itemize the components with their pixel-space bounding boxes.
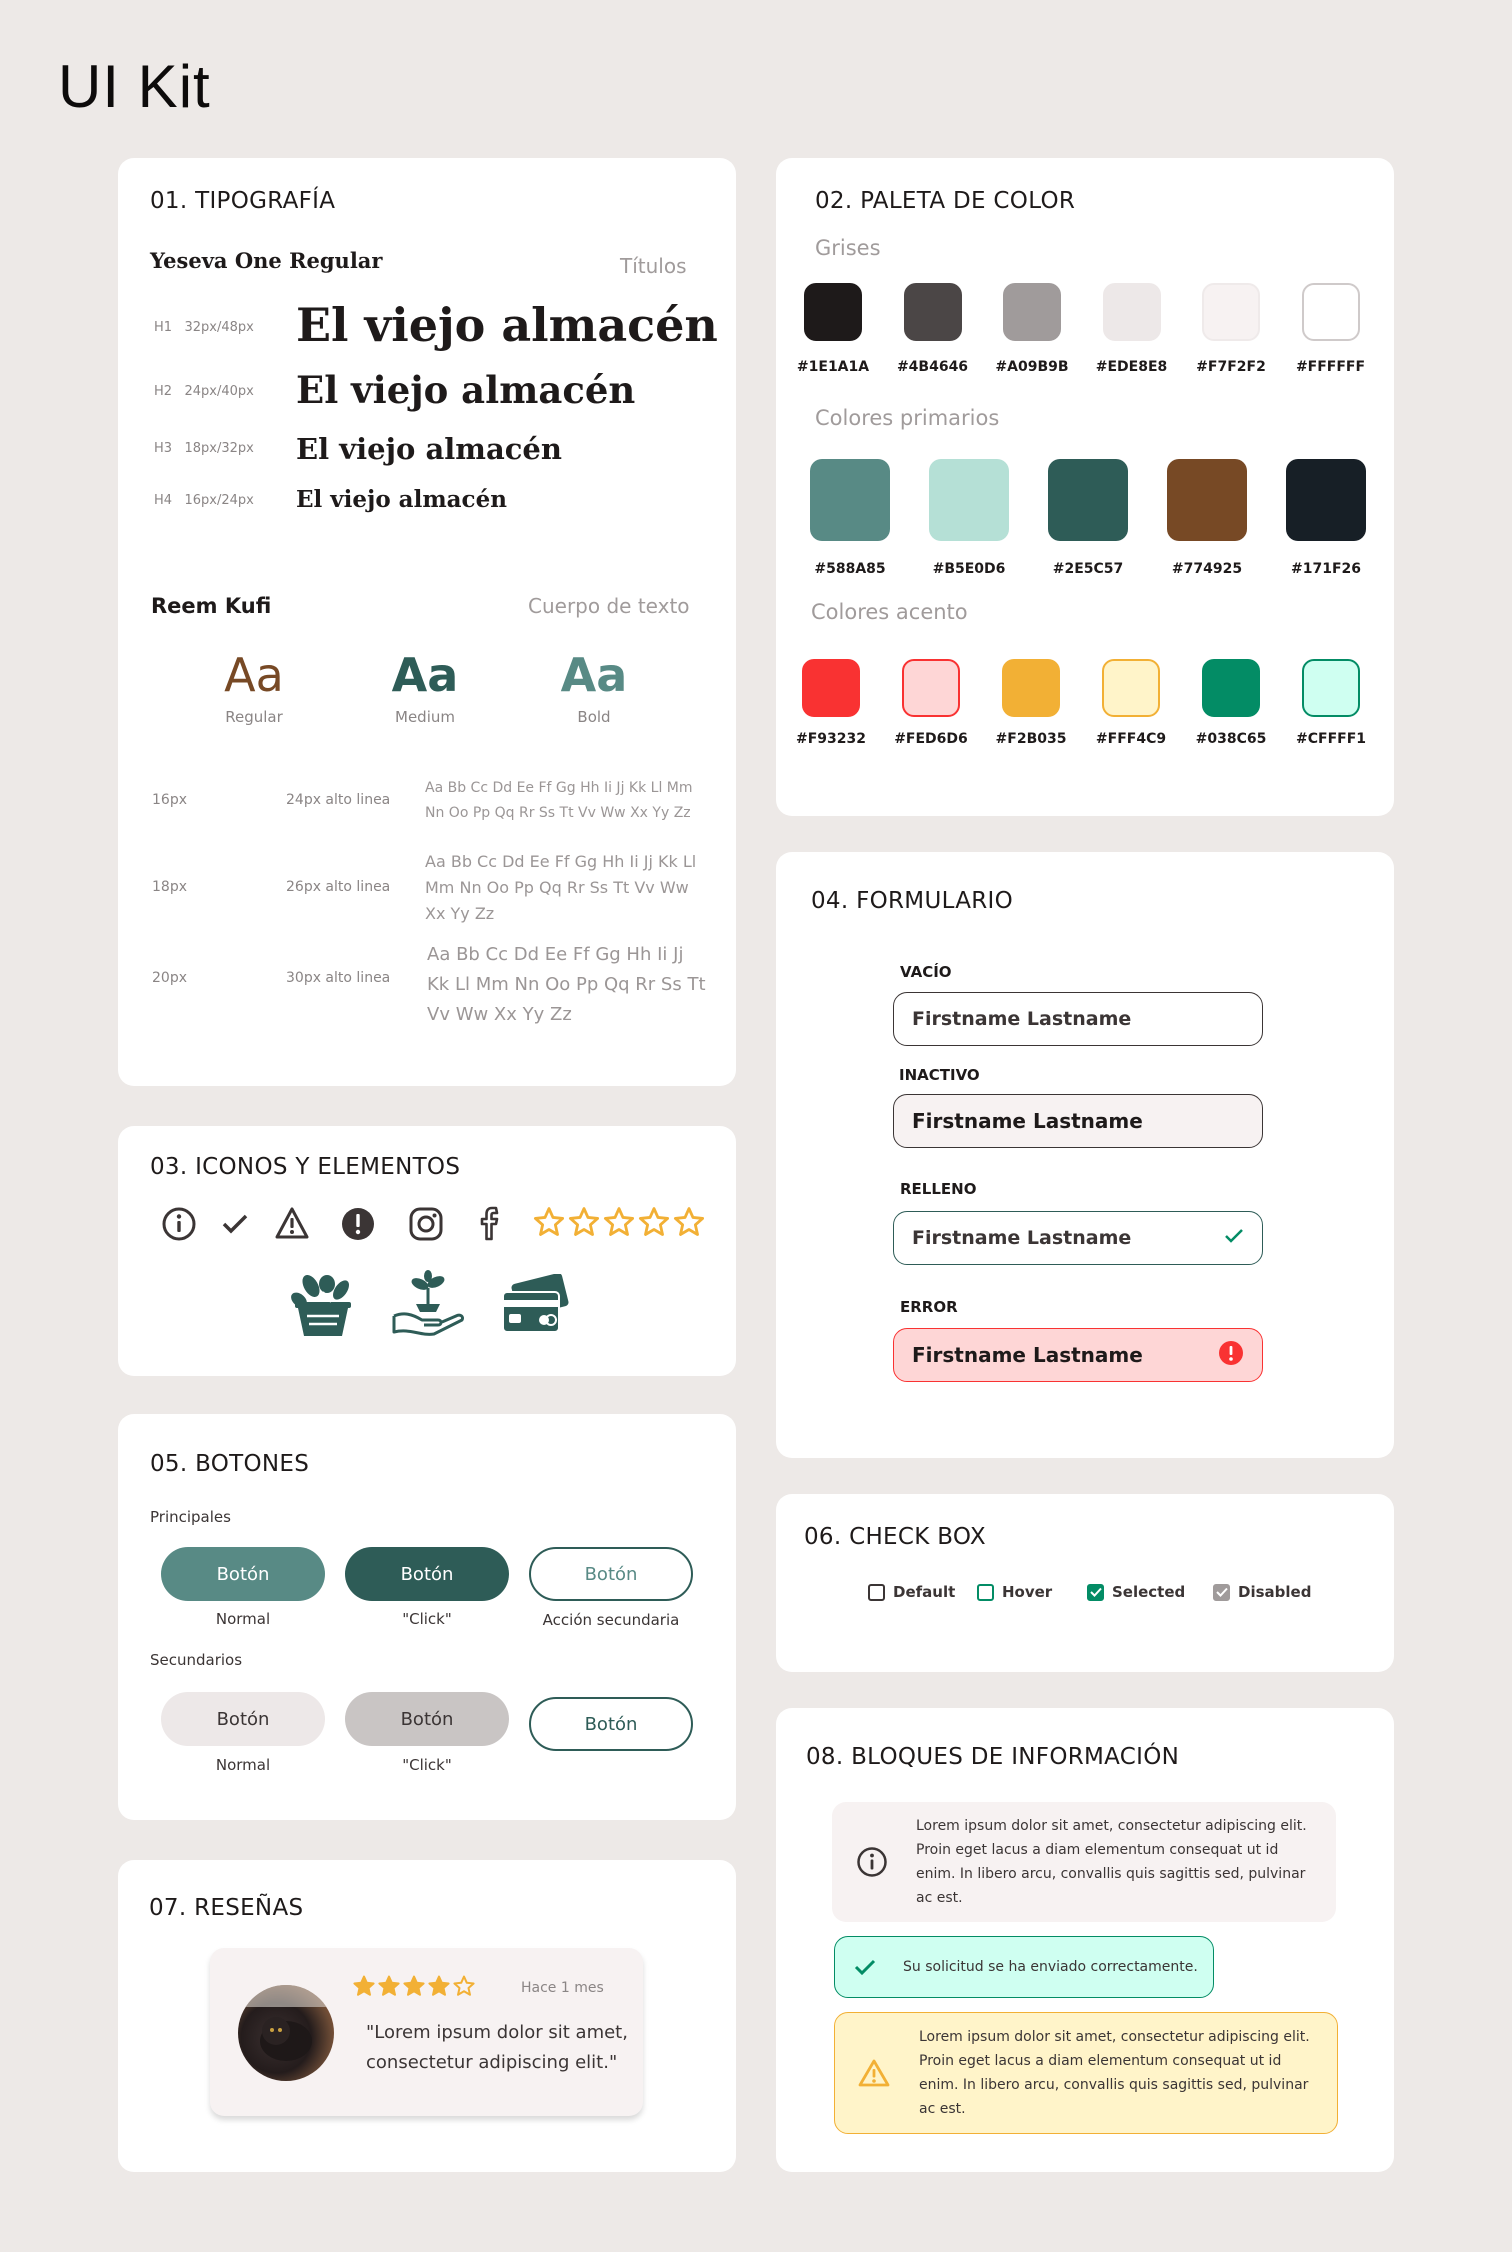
secondary-button-click[interactable]: Botón bbox=[345, 1692, 509, 1746]
field-empty-label: VACÍO bbox=[900, 963, 952, 981]
swatch-grays-hex-5: #FFFFFF bbox=[1295, 359, 1366, 375]
field-inactive-value: Firstname Lastname bbox=[912, 1109, 1143, 1133]
field-inactive-label: INACTIVO bbox=[899, 1066, 980, 1084]
checkbox-default-box[interactable] bbox=[868, 1584, 885, 1601]
valid-check-icon bbox=[1224, 1227, 1244, 1249]
sans-font-role: Cuerpo de texto bbox=[528, 594, 690, 618]
warning-block bbox=[834, 2012, 1338, 2134]
warning-block-icon bbox=[835, 2058, 899, 2088]
swatch-primary-hex-0: #588A85 bbox=[814, 561, 886, 577]
primary-label: Colores primarios bbox=[815, 406, 1000, 430]
swatch-accent-5 bbox=[1302, 659, 1360, 717]
checkbox-disabled-box bbox=[1213, 1584, 1230, 1601]
weight-regular-sample: Aa bbox=[224, 648, 284, 702]
star-filled-icon bbox=[352, 1974, 376, 2002]
success-block bbox=[834, 1936, 1214, 1998]
facebook-icon[interactable] bbox=[474, 1204, 510, 1246]
weight-regular-label: Regular bbox=[225, 708, 283, 726]
swatch-accent-3 bbox=[1102, 659, 1160, 717]
typography-title: 01. TIPOGRAFÍA bbox=[150, 188, 336, 214]
swatch-primary-3 bbox=[1167, 459, 1247, 541]
checkbox-disabled: Disabled bbox=[1213, 1583, 1311, 1601]
serif-font-role: Títulos bbox=[620, 254, 687, 278]
body16-specimen: Aa Bb Cc Dd Ee Ff Gg Hh Ii Jj Kk Ll Mm Nn Oo Pp Qq Rr Ss Tt Vv Ww Xx Yy Zz bbox=[425, 780, 693, 821]
swatch-primary-hex-4: #171F26 bbox=[1291, 561, 1361, 577]
swatch-grays-1 bbox=[904, 283, 962, 341]
weight-bold-label: Bold bbox=[577, 708, 611, 726]
body20-specimen: Aa Bb Cc Dd Ee Ff Gg Hh Ii Jj Kk Ll Mm Nn Oo Pp Qq Rr Ss Tt Vv Ww Xx Yy Zz bbox=[427, 944, 706, 1025]
primary-button-normal-caption: Normal bbox=[215, 1610, 271, 1628]
swatch-grays-5 bbox=[1302, 283, 1360, 341]
primary-button-secondary-action[interactable]: Botón bbox=[529, 1547, 693, 1601]
field-empty-value: Firstname Lastname bbox=[912, 1008, 1132, 1030]
review-quote: "Lorem ipsum dolor sit amet, consectetur adipiscing elit." bbox=[366, 2022, 628, 2073]
checkbox-selected-box[interactable] bbox=[1087, 1584, 1104, 1601]
accent-label: Colores acento bbox=[811, 600, 968, 624]
instagram-icon[interactable] bbox=[408, 1206, 444, 1246]
credit-card-icon bbox=[500, 1274, 570, 1340]
swatch-accent-hex-5: #CFFFF1 bbox=[1296, 731, 1366, 747]
checkbox-default[interactable]: Default bbox=[868, 1583, 955, 1601]
field-error[interactable] bbox=[893, 1328, 1263, 1382]
star-outline-icon bbox=[452, 1974, 476, 2002]
swatch-grays-hex-3: #EDE8E8 bbox=[1095, 359, 1168, 375]
body20-size: 20px bbox=[152, 970, 187, 986]
palette-title: 02. PALETA DE COLOR bbox=[815, 188, 1076, 214]
info-block bbox=[832, 1802, 1336, 1922]
swatch-grays-hex-0: #1E1A1A bbox=[796, 359, 870, 375]
swatch-accent-4 bbox=[1202, 659, 1260, 717]
swatch-accent-2 bbox=[1002, 659, 1060, 717]
rating-stars[interactable] bbox=[532, 1205, 706, 1243]
h3-tag: H3 18px/32px bbox=[154, 441, 254, 456]
h1-sample: El viejo almacén bbox=[296, 298, 718, 352]
weight-medium-sample: Aa bbox=[391, 648, 459, 702]
h4-tag: H4 16px/24px bbox=[154, 493, 254, 508]
h1-tag: H1 32px/48px bbox=[154, 320, 254, 335]
h2-tag: H2 24px/40px bbox=[154, 384, 254, 399]
primary-button-secondary-action-caption: Acción secundaria bbox=[542, 1611, 680, 1629]
swatch-primary-2 bbox=[1048, 459, 1128, 541]
checkbox-hover[interactable]: Hover bbox=[977, 1583, 1052, 1601]
body16-size: 16px bbox=[152, 792, 187, 808]
h2-sample: El viejo almacén bbox=[296, 368, 636, 412]
weight-bold-sample: Aa bbox=[560, 648, 628, 702]
swatch-accent-hex-4: #038C65 bbox=[1195, 731, 1267, 747]
h3-sample: El viejo almacén bbox=[296, 432, 562, 466]
star-outline-icon bbox=[567, 1205, 601, 1243]
swatch-grays-2 bbox=[1003, 283, 1061, 341]
swatch-grays-3 bbox=[1103, 283, 1161, 341]
info-icon bbox=[161, 1206, 197, 1246]
swatch-grays-hex-4: #F7F2F2 bbox=[1196, 359, 1266, 375]
primary-button-normal[interactable]: Botón bbox=[161, 1547, 325, 1601]
error-alert-icon bbox=[1218, 1340, 1244, 1371]
star-outline-icon bbox=[532, 1205, 566, 1243]
swatch-accent-hex-3: #FFF4C9 bbox=[1095, 731, 1167, 747]
reviews-title: 07. RESEÑAS bbox=[149, 1895, 304, 1921]
swatch-primary-1 bbox=[929, 459, 1009, 541]
star-outline-icon bbox=[637, 1205, 671, 1243]
body18-specimen: Aa Bb Cc Dd Ee Ff Gg Hh Ii Jj Kk Ll Mm Nn Oo Pp Qq Rr Ss Tt Vv Ww Xx Yy Zz bbox=[425, 852, 697, 923]
field-inactive bbox=[893, 1094, 1263, 1148]
serif-font-name: Yeseva One Regular bbox=[150, 248, 383, 273]
swatch-accent-hex-2: #F2B035 bbox=[995, 731, 1067, 747]
check-icon bbox=[220, 1210, 250, 1242]
review-time: Hace 1 mes bbox=[521, 1980, 604, 1996]
swatch-grays-hex-1: #4B4646 bbox=[896, 359, 969, 375]
star-filled-icon bbox=[402, 1974, 426, 2002]
secondary-buttons-label: Secundarios bbox=[150, 1651, 243, 1669]
info-blocks-title: 08. BLOQUES DE INFORMACIÓN bbox=[806, 1744, 1180, 1770]
swatch-grays-4 bbox=[1202, 283, 1260, 341]
info-block-text: Lorem ipsum dolor sit amet, consectetur adipiscing elit. Proin eget lacus a diam elementum consequat ut id enim. In libero arcu, convallis quis sagittis sed, pulvinar ac est. bbox=[916, 1818, 1307, 1906]
form-title: 04. FORMULARIO bbox=[811, 888, 1014, 914]
hand-plant-icon bbox=[390, 1270, 466, 1344]
icons-title: 03. ICONOS Y ELEMENTOS bbox=[150, 1154, 461, 1180]
sans-font-name: Reem Kufi bbox=[151, 594, 272, 618]
secondary-button-outline[interactable]: Botón bbox=[529, 1697, 693, 1751]
swatch-accent-1 bbox=[902, 659, 960, 717]
swatch-primary-hex-3: #774925 bbox=[1171, 561, 1243, 577]
swatch-primary-hex-1: #B5E0D6 bbox=[932, 561, 1006, 577]
success-check-icon bbox=[835, 1958, 895, 1976]
warning-icon bbox=[274, 1206, 310, 1244]
secondary-button-click-caption: "Click" bbox=[402, 1756, 452, 1774]
star-filled-icon bbox=[377, 1974, 401, 2002]
field-filled-label: RELLENO bbox=[900, 1180, 977, 1198]
body18-size: 18px bbox=[152, 879, 187, 895]
review-stars bbox=[352, 1974, 476, 2002]
buttons-title: 05. BOTONES bbox=[150, 1451, 310, 1477]
swatch-accent-hex-0: #F93232 bbox=[796, 731, 866, 747]
star-outline-icon bbox=[602, 1205, 636, 1243]
avatar bbox=[238, 1985, 334, 2081]
body20-line: 30px alto linea bbox=[286, 970, 391, 986]
checkbox-hover-box[interactable] bbox=[977, 1584, 994, 1601]
field-error-value: Firstname Lastname bbox=[912, 1343, 1143, 1367]
success-block-text: Su solicitud se ha enviado correctamente. bbox=[903, 1959, 1198, 1975]
weight-medium-label: Medium bbox=[395, 708, 455, 726]
h4-sample: El viejo almacén bbox=[296, 486, 507, 513]
field-filled[interactable] bbox=[893, 1211, 1263, 1265]
swatch-accent-hex-1: #FED6D6 bbox=[894, 731, 968, 747]
body18-line: 26px alto linea bbox=[286, 879, 391, 895]
swatch-primary-hex-2: #2E5C57 bbox=[1052, 561, 1124, 577]
primary-button-click[interactable]: Botón bbox=[345, 1547, 509, 1601]
star-filled-icon bbox=[427, 1974, 451, 2002]
primary-button-click-caption: "Click" bbox=[402, 1610, 452, 1628]
field-error-label: ERROR bbox=[900, 1298, 958, 1316]
plant-basket-icon bbox=[287, 1268, 359, 1344]
info-block-icon bbox=[832, 1846, 896, 1878]
swatch-grays-0 bbox=[804, 283, 862, 341]
checkbox-selected[interactable]: Selected bbox=[1087, 1583, 1185, 1601]
star-outline-icon bbox=[672, 1205, 706, 1243]
page-title: UI Kit bbox=[58, 53, 211, 120]
swatch-primary-0 bbox=[810, 459, 890, 541]
swatch-primary-4 bbox=[1286, 459, 1366, 541]
swatch-grays-hex-2: #A09B9B bbox=[995, 359, 1069, 375]
warning-block-text: Lorem ipsum dolor sit amet, consectetur adipiscing elit. Proin eget lacus a diam elementum consequat ut id enim. In libero arcu, convallis quis sagittis sed, pulvinar ac est. bbox=[919, 2029, 1310, 2117]
primary-buttons-label: Principales bbox=[150, 1508, 231, 1526]
body16-line: 24px alto linea bbox=[286, 792, 391, 808]
checkbox-title: 06. CHECK BOX bbox=[804, 1524, 986, 1550]
grays-label: Grises bbox=[815, 236, 881, 260]
swatch-accent-0 bbox=[802, 659, 860, 717]
alert-icon bbox=[340, 1206, 376, 1246]
field-filled-value: Firstname Lastname bbox=[912, 1227, 1132, 1249]
secondary-button-normal[interactable]: Botón bbox=[161, 1692, 325, 1746]
secondary-button-normal-caption: Normal bbox=[215, 1756, 271, 1774]
field-empty[interactable] bbox=[893, 992, 1263, 1046]
